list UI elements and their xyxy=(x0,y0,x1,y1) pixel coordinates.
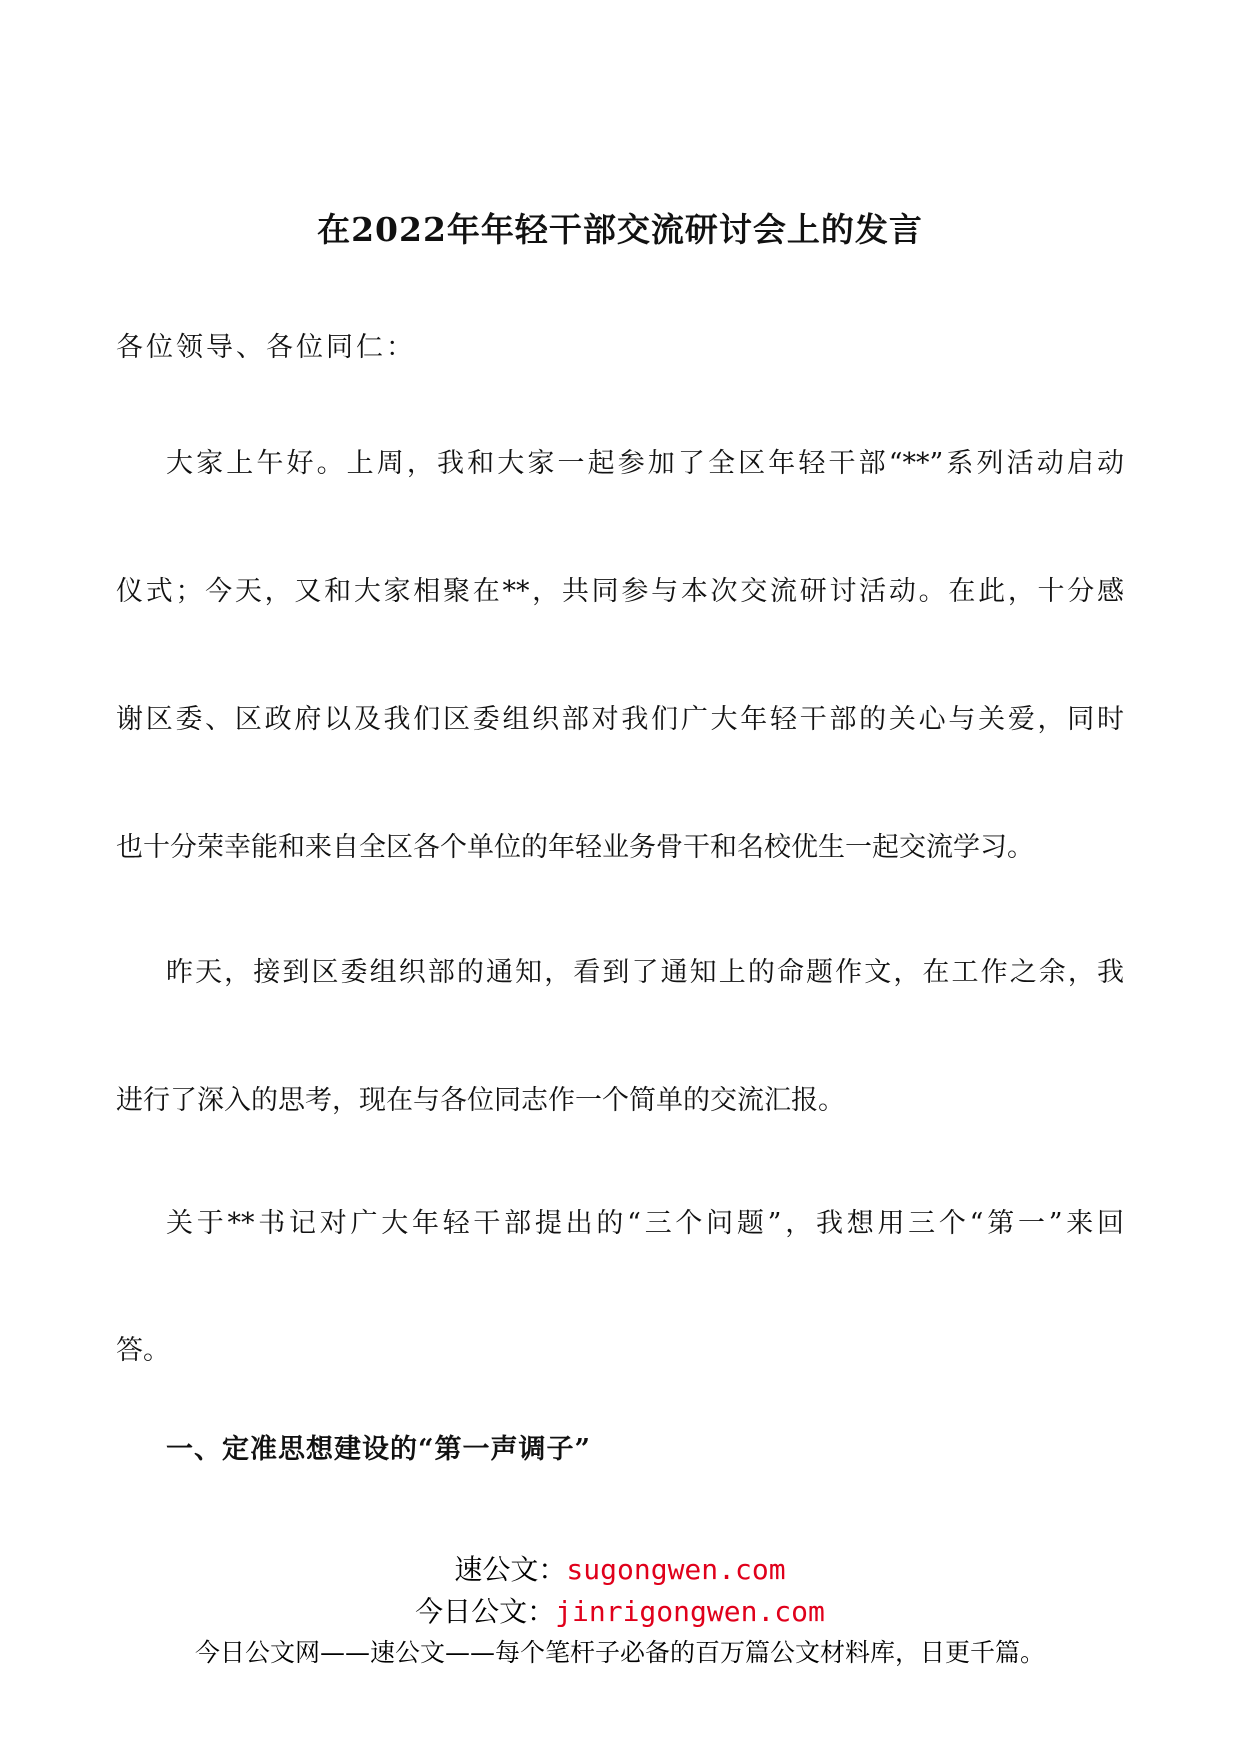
paragraph-line-3: 谢区委、区政府以及我们区委组织部对我们广大年轻干部的关心与关爱，同时 xyxy=(116,704,1124,735)
document-title: 在2022年年轻干部交流研讨会上的发言 xyxy=(317,210,923,249)
paragraph-line-8: 答。 xyxy=(116,1335,170,1366)
footer-label-2: 今日公文： xyxy=(415,1595,556,1628)
footer-link-sugongwen[interactable]: sugongwen.com xyxy=(566,1553,786,1586)
footer-label-1: 速公文： xyxy=(454,1553,567,1586)
footer-link-jinrigongwen[interactable]: jinrigongwen.com xyxy=(555,1595,825,1628)
footer-slogan: 今日公文网——速公文——每个笔杆子必备的百万篇公文材料库，日更千篇。 xyxy=(194,1638,1045,1667)
footer-line-1 xyxy=(0,1552,1240,1588)
paragraph-line-6: 进行了深入的思考，现在与各位同志作一个简单的交流汇报。 xyxy=(116,1085,845,1116)
salutation: 各位领导、各位同仁： xyxy=(116,332,416,363)
paragraph-line-7: 关于**书记对广大年轻干部提出的“三个问题”，我想用三个“第一”来回 xyxy=(166,1208,1124,1239)
paragraph-line-5: 昨天，接到区委组织部的通知，看到了通知上的命题作文，在工作之余，我 xyxy=(166,957,1124,988)
paragraph-line-1: 大家上午好。上周，我和大家一起参加了全区年轻干部“**”系列活动启动 xyxy=(166,448,1124,479)
paragraph-line-4: 也十分荣幸能和来自全区各个单位的年轻业务骨干和名校优生一起交流学习。 xyxy=(116,832,1034,863)
paragraph-line-2: 仪式；今天，又和大家相聚在**，共同参与本次交流研讨活动。在此，十分感 xyxy=(116,576,1124,607)
section-heading-1: 一、定准思想建设的“第一声调子” xyxy=(166,1434,592,1465)
footer-line-2 xyxy=(0,1594,1240,1630)
